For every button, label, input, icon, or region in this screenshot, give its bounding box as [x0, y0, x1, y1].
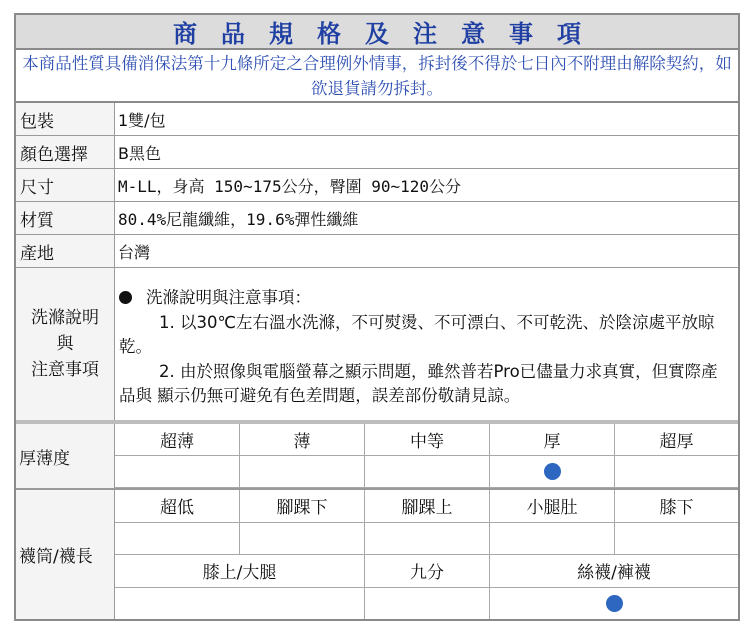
- selected-thickness-dot: [544, 463, 561, 480]
- spec-value: 台灣: [118, 242, 151, 262]
- thickness-option: 中等: [365, 424, 490, 456]
- care-text: 洗滌說明與注意事項： 1. 以30℃左右溫水洗滌，不可熨燙、不可漂白、不可乾洗、於陰涼處平放晾乾。 2. 由於照像與電腦螢幕之顯示問題，雖然普若Pro已儘量力求真實，但實際產品與 顯示仍無可避免有色差問題，誤差部份敬請見諒。: [115, 268, 738, 420]
- spec-row-material: [16, 202, 738, 235]
- spec-label: 包裝: [16, 103, 115, 135]
- thickness-option: 超厚: [615, 424, 738, 456]
- spec-row-size: [16, 169, 738, 202]
- spec-value: B黑色: [118, 143, 161, 163]
- length-indicator-cell: [365, 523, 490, 555]
- length-label: 襪筒/襪長: [16, 490, 115, 620]
- care-label: 洗滌說明 與 注意事項: [16, 268, 115, 420]
- selected-length-dot: [606, 595, 623, 612]
- length-indicator-cell: [615, 523, 738, 555]
- thickness-indicator-cell: [615, 456, 738, 488]
- length-option: 腳踝下: [240, 490, 365, 523]
- care-instructions-row: [16, 268, 738, 420]
- thickness-option: 薄: [240, 424, 365, 456]
- spec-row-origin: [16, 235, 738, 268]
- length-indicator-cell: [115, 588, 365, 620]
- length-indicator-cell: [490, 523, 615, 555]
- spec-label: 材質: [16, 202, 115, 234]
- length-option: 超低: [115, 490, 240, 523]
- spec-value: 80.4%尼龍纖維，19.6%彈性纖維: [118, 209, 359, 229]
- length-option: 腳踝上: [365, 490, 490, 523]
- length-indicator-cell: [115, 523, 240, 555]
- length-option: 小腿肚: [490, 490, 615, 523]
- spec-label: 尺寸: [16, 169, 115, 201]
- page-title: 商品規格及注意事項: [14, 13, 740, 50]
- care-item-1: 1. 以30℃左右溫水洗滌，不可熨燙、不可漂白、不可乾洗、於陰涼處平放晾乾。: [119, 312, 715, 356]
- spec-label: 顏色選擇: [16, 136, 115, 168]
- spec-value: M-LL，身高 150~175公分，臀圍 90~120公分: [118, 176, 462, 196]
- thickness-indicator-cell: [240, 456, 365, 488]
- spec-row-packaging: [16, 103, 738, 136]
- length-option: 膝上/大腿: [115, 555, 365, 588]
- length-option: 九分: [365, 555, 490, 588]
- spec-value: 1雙/包: [118, 110, 166, 130]
- length-indicator-cell: [365, 588, 490, 620]
- length-option: 絲襪/褲襪: [490, 555, 738, 588]
- thickness-indicator-cell: [490, 456, 615, 488]
- thickness-label: 厚薄度: [16, 424, 115, 488]
- return-policy-notice: 本商品性質具備消保法第十九條所定之合理例外情事，拆封後不得於七日內不附理由解除契約，如欲退貨請勿拆封。: [16, 50, 738, 103]
- thickness-indicator-cell: [365, 456, 490, 488]
- length-indicator-cell: [240, 523, 365, 555]
- spec-label: 產地: [16, 235, 115, 267]
- thickness-option: 厚: [490, 424, 615, 456]
- spec-row-color: [16, 136, 738, 169]
- bullet-icon: [119, 291, 132, 304]
- thickness-indicator-cell: [115, 456, 240, 488]
- length-indicator-cell: [490, 588, 738, 620]
- length-option: 膝下: [615, 490, 738, 523]
- thickness-option: 超薄: [115, 424, 240, 456]
- care-item-2: 2. 由於照像與電腦螢幕之顯示問題，雖然普若Pro已儘量力求真實，但實際產品與 顯示仍無可避免有色差問題，誤差部份敬請見諒。: [119, 361, 718, 405]
- attribute-grid: [16, 424, 738, 619]
